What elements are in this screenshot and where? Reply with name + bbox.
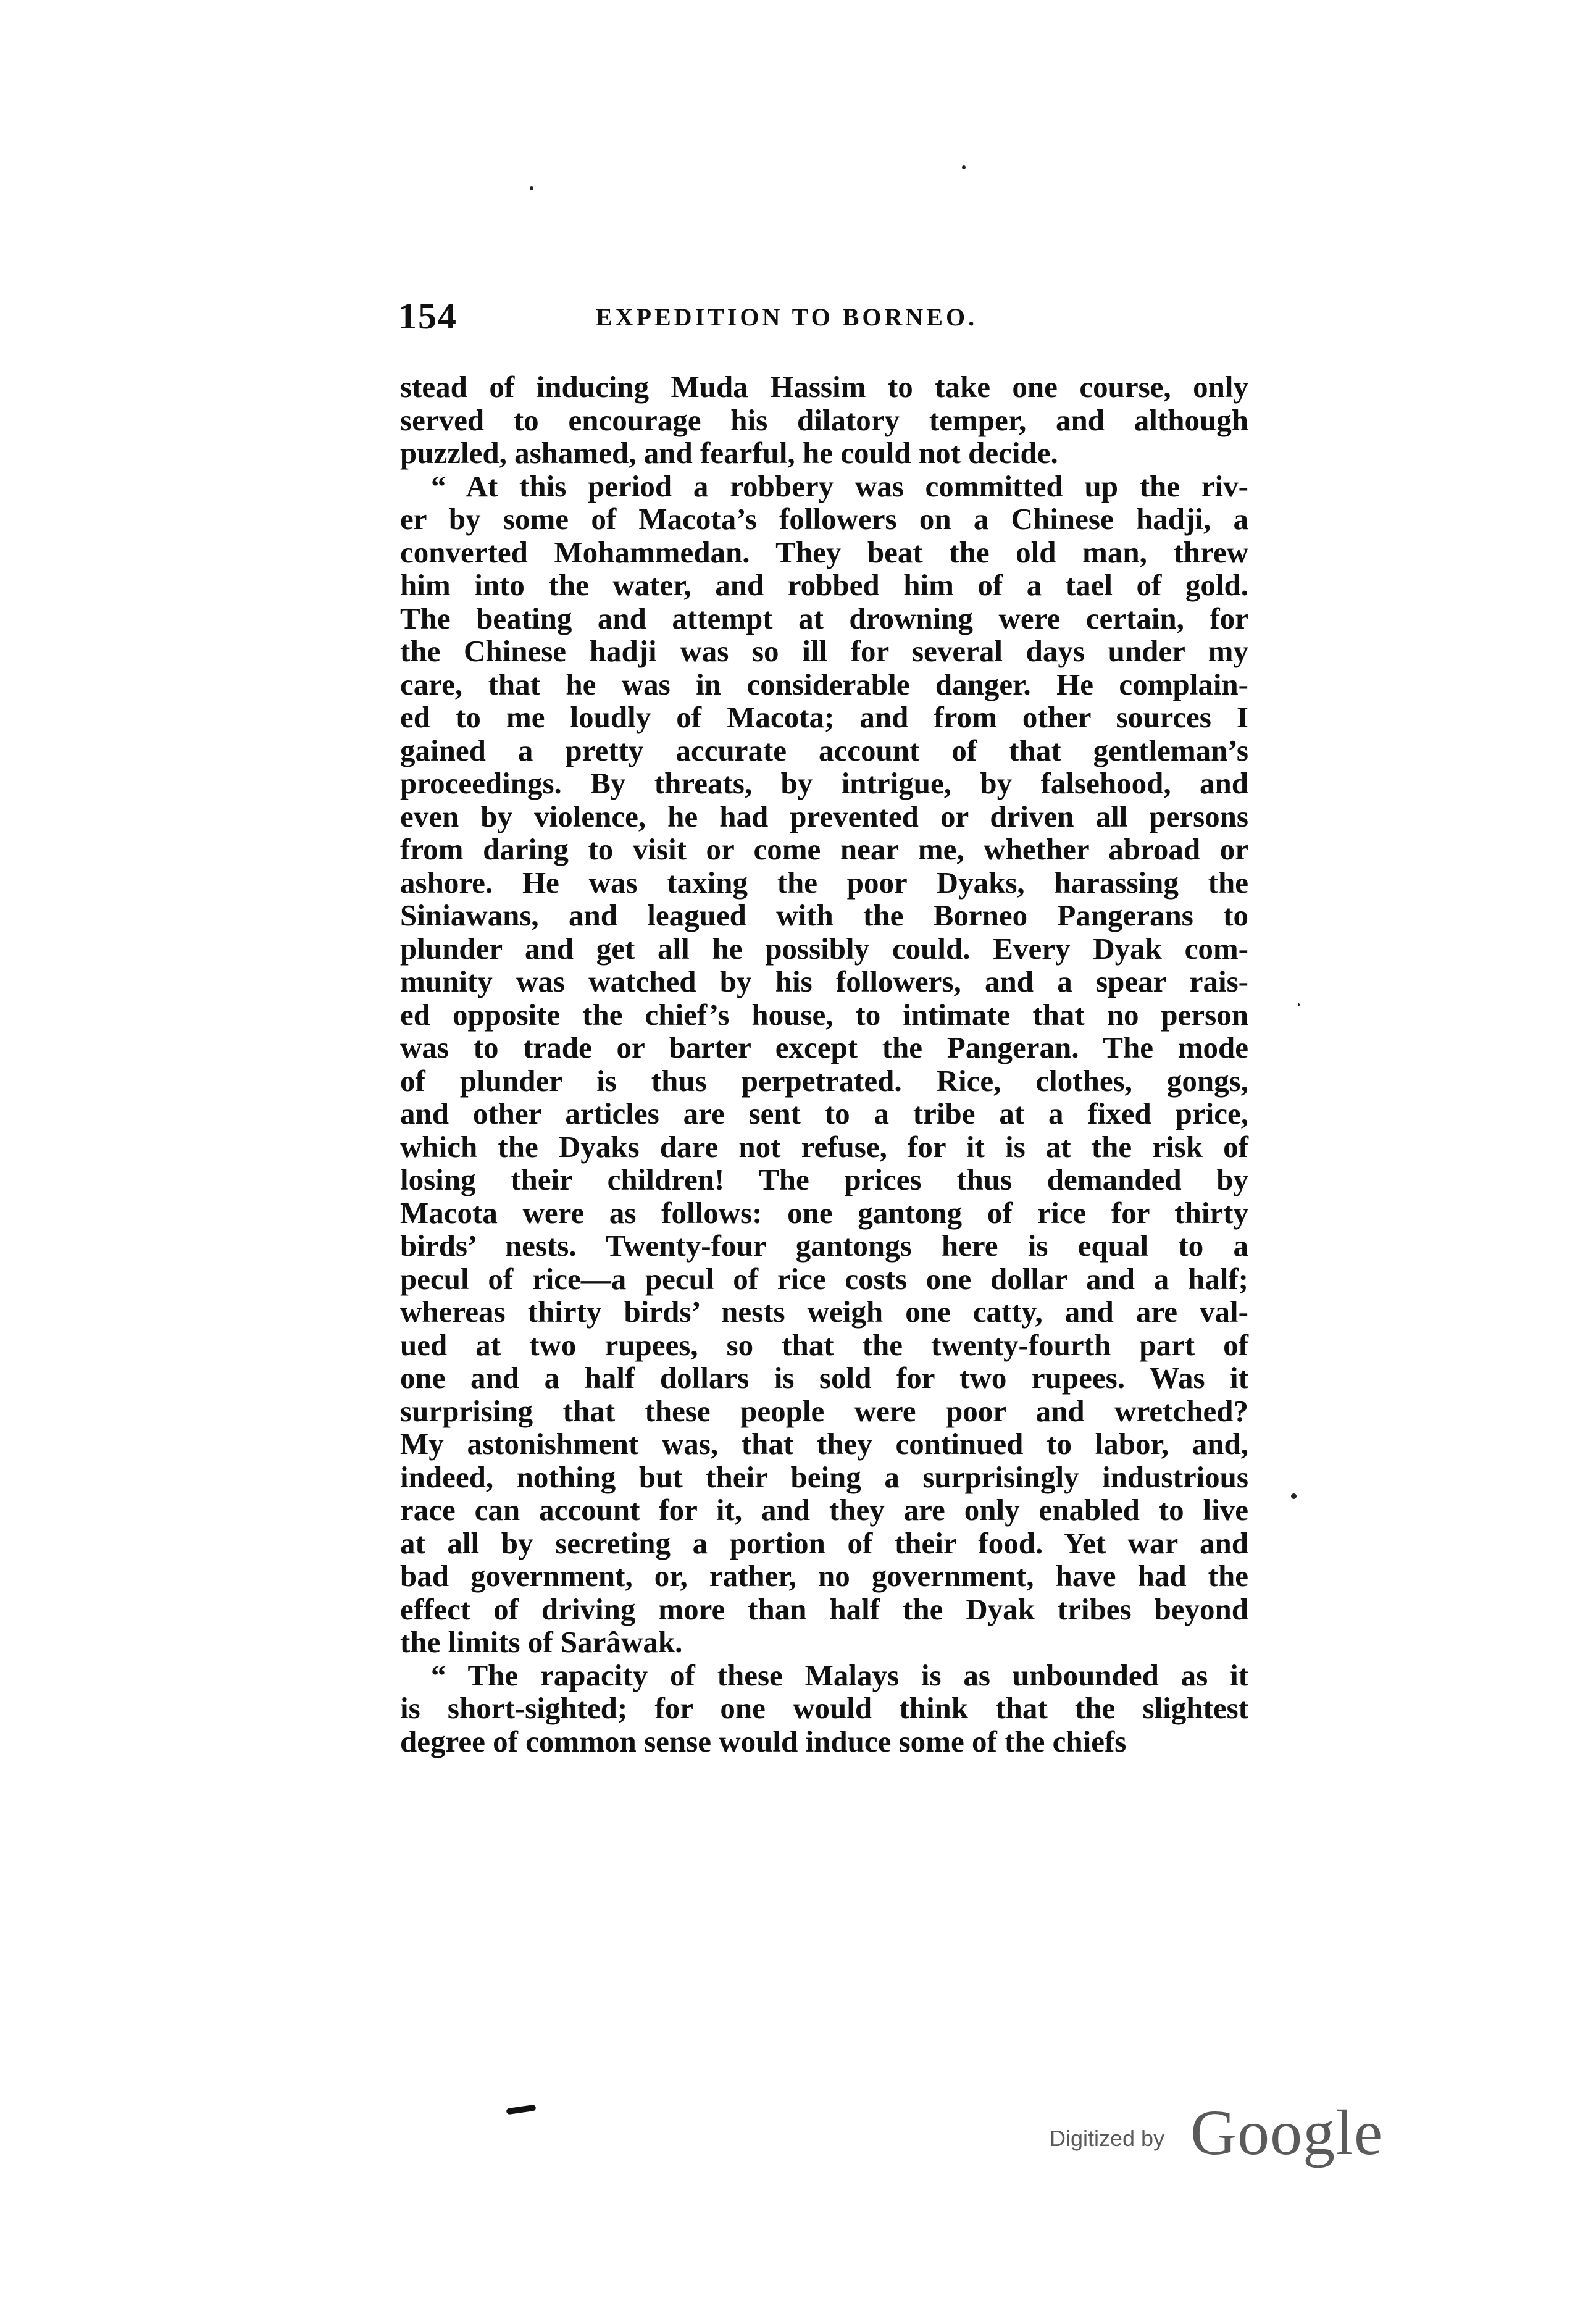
text-line: “ The rapacity of these Malays is as unbounded as it (431, 1658, 1248, 1692)
text-line: ed opposite the chief’s house, to intimate that no person (400, 997, 1248, 1032)
text-line: at all by secreting a portion of their food. Yet war and (400, 1526, 1248, 1560)
text-line: ashore. He was taxing the poor Dyaks, harassing the (400, 865, 1248, 900)
text-line: ed to me loudly of Macota; and from other sources I (400, 700, 1248, 734)
text-line: gained a pretty accurate account of that gentleman’s (400, 733, 1248, 767)
text-line: him into the water, and robbed him of a tael of gold. (400, 568, 1248, 602)
text-line: surprising that these people were poor and wretched? (400, 1393, 1248, 1428)
scan-speck (962, 165, 966, 169)
scan-speck (1298, 1003, 1300, 1006)
text-line: pecul of rice—a pecul of rice costs one dollar and a half; (400, 1261, 1248, 1296)
text-line: served to encourage his dilatory temper, and although (400, 403, 1248, 437)
scan-speck (1291, 1493, 1297, 1499)
text-line: “ At this period a robbery was committed up the riv- (431, 469, 1248, 503)
text-line: Macota were as follows: one gantong of rice for thirty (400, 1195, 1248, 1230)
text-line: stead of inducing Muda Hassim to take one course, only (400, 370, 1248, 404)
text-line: one and a half dollars is sold for two rupees. Was it (400, 1361, 1248, 1395)
digitized-watermark (1050, 2096, 1395, 2170)
text-line: losing their children! The prices thus demanded by (400, 1163, 1248, 1196)
text-line: munity was watched by his followers, and a spear rais- (400, 964, 1248, 998)
text-line: care, that he was in considerable danger. He complain- (400, 667, 1248, 701)
text-line: proceedings. By threats, by intrigue, by falsehood, and (400, 766, 1248, 800)
text-line: plunder and get all he possibly could. Every Dyak com- (400, 931, 1248, 966)
text-line: bad government, or, rather, no government, have had the (400, 1559, 1248, 1593)
paragraph (400, 470, 1248, 1659)
paragraph (400, 370, 1248, 470)
text-line: The beating and attempt at drowning were certain, for (400, 601, 1248, 635)
text-line: race can account for it, and they are only enabled to live (400, 1493, 1248, 1527)
body-text (400, 370, 1248, 1758)
running-head (398, 295, 1256, 345)
text-line: effect of driving more than half the Dyak tribes beyond (400, 1592, 1248, 1626)
text-line: of plunder is thus perpetrated. Rice, clothes, gongs, (400, 1063, 1248, 1098)
text-line: converted Mohammedan. They beat the old man, threw (400, 535, 1248, 569)
running-title: EXPEDITION TO BORNEO. (596, 303, 978, 331)
text-line: degree of common sense would induce some of the chiefs (400, 1724, 1127, 1758)
text-line: birds’ nests. Twenty-four gantongs here is equal to a (400, 1229, 1248, 1263)
footer-mark (506, 2105, 537, 2115)
text-line: was to trade or barter except the Pangeran. The mode (400, 1030, 1248, 1064)
text-line: which the Dyaks dare not refuse, for it is at the risk of (400, 1129, 1248, 1164)
text-line: the Chinese hadji was so ill for several days under my (400, 634, 1248, 668)
text-line: indeed, nothing but their being a surprisingly industrious (400, 1460, 1248, 1494)
text-line: and other articles are sent to a tribe at a fixed price, (400, 1096, 1248, 1130)
text-line: puzzled, ashamed, and fearful, he could not decide. (400, 436, 1058, 470)
text-line: the limits of Sarâwak. (400, 1625, 683, 1659)
text-line: ued at two rupees, so that the twenty-fourth part of (400, 1327, 1248, 1362)
text-line: whereas thirty birds’ nests weigh one catty, and are val- (400, 1295, 1248, 1329)
text-line: is short-sighted; for one would think that the slightest (400, 1691, 1248, 1725)
text-line: er by some of Macota’s followers on a Chinese hadji, a (400, 502, 1248, 536)
text-line: from daring to visit or come near me, whether abroad or (400, 832, 1248, 866)
text-line: My astonishment was, that they continued to labor, and, (400, 1427, 1248, 1461)
paragraph (400, 1659, 1248, 1758)
google-logo: Google (1190, 2097, 1384, 2168)
scan-speck (530, 186, 533, 190)
text-line: even by violence, he had prevented or driven all persons (400, 799, 1248, 833)
text-line: Siniawans, and leagued with the Borneo Pangerans to (400, 898, 1248, 932)
page-number: 154 (398, 296, 457, 336)
watermark-prefix: Digitized by (1050, 2126, 1165, 2151)
